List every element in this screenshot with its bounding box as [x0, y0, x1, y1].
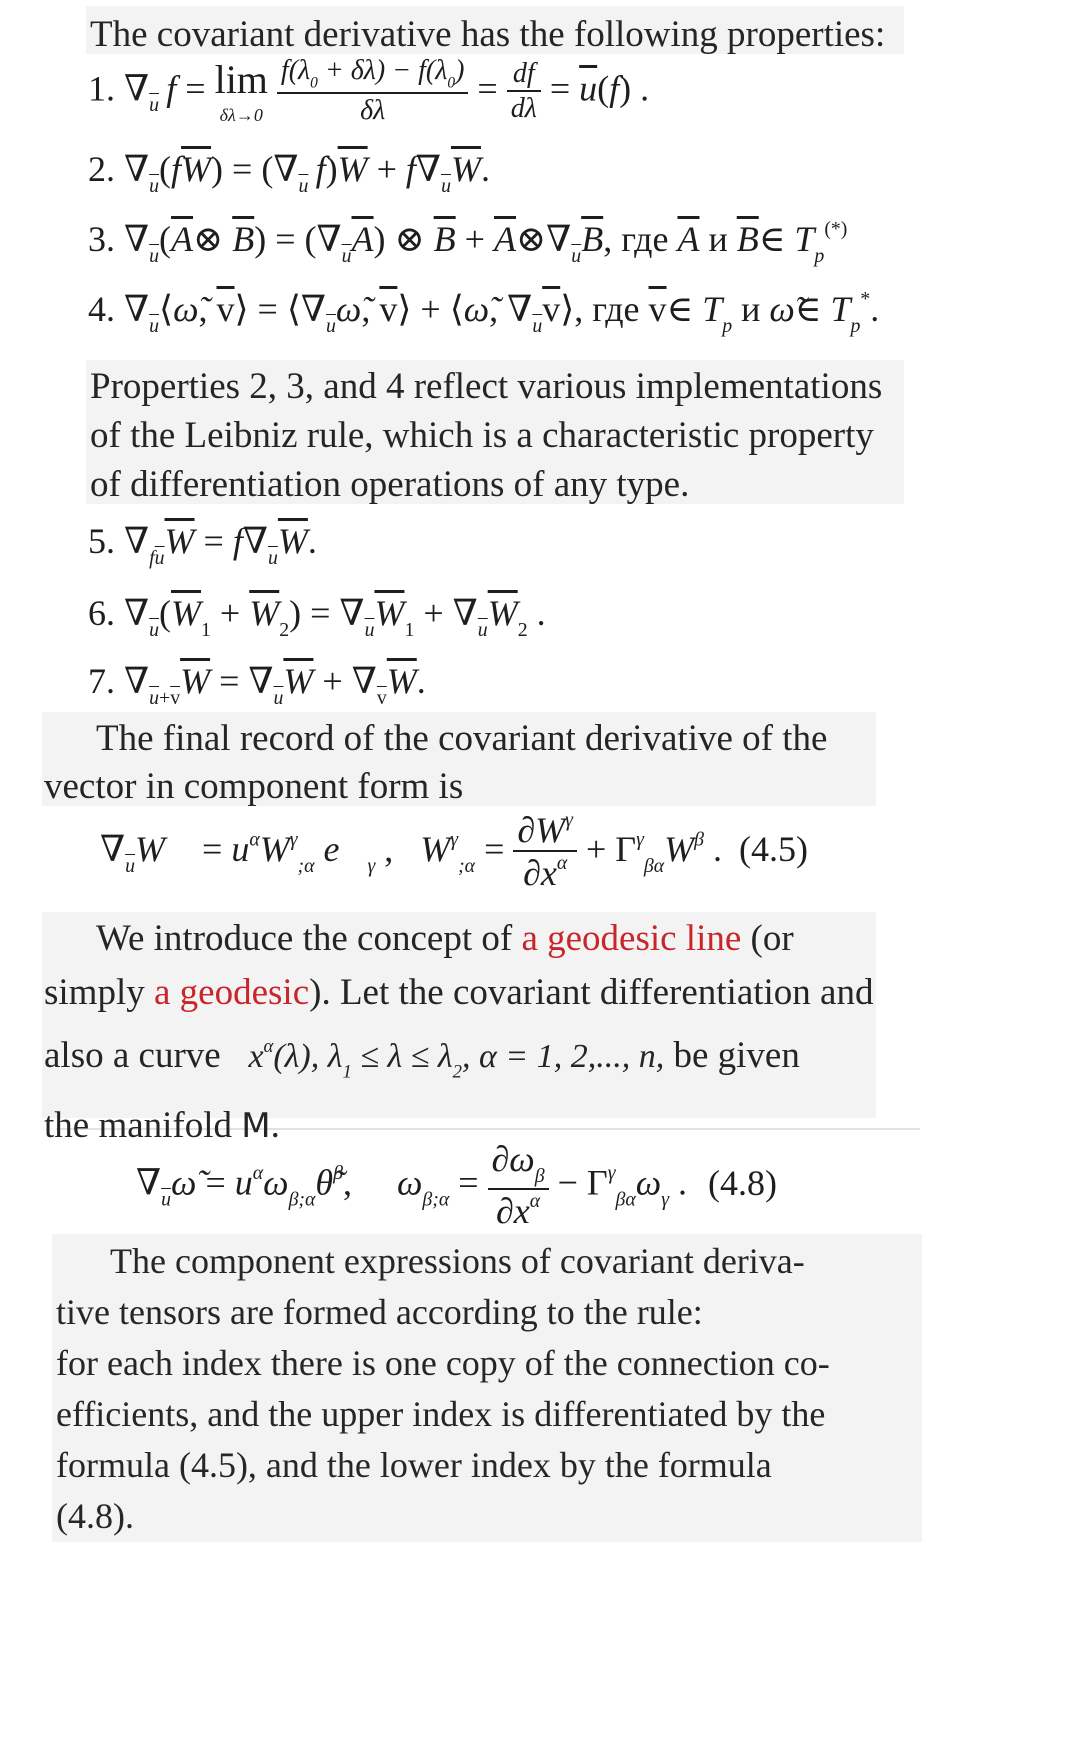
component-paragraph [56, 1236, 922, 1542]
geodesic-text-f: be given [673, 1034, 800, 1076]
final-record-line2: vector in component form is [44, 766, 464, 807]
geodesic-paragraph: We introduce the concept of a geodesic line (or simply a geodesic). Let the covariant differentiation and also a curve $x^\alpha(\lambda)$, $\lambda_1 \le \lambda \le \lambda_2$, α = 1, 2,..., n, be given the manifold M. [44, 918, 874, 1147]
equation-4-5-tag: (4.5) [739, 829, 808, 870]
component-line6: (4.8). [56, 1496, 134, 1536]
geodesic-term: a geodesic [154, 972, 310, 1013]
property-2: 2. $\nabla_{\overline{u}}(f\overline{W}) = (\nabla_{\overline{u}}$ $f)\overline{W} + f\nabla_{\overline{u}}\overline{W}$. [88, 149, 490, 197]
intro-text: The covariant derivative has the following properties: [90, 14, 886, 55]
geodesic-text-e: also a curve [44, 1034, 221, 1076]
property-7: 7. $\nabla_{\overline{u}+\overline{v}}\overline{W} = \nabla_{\overline{u}}\overline{W} + \nabla_{\overline{v}}\overline{W}$. [88, 661, 426, 709]
geodesic-text-b: (or [741, 918, 794, 959]
property-5: 5. $\nabla_{f\overline{u}}\overline{W} = f\nabla_{\overline{u}}\overline{W}$. [88, 521, 317, 569]
final-record-line1: The final record of the covariant derivative of the [96, 718, 828, 759]
limit-operator: lim δλ→0 [214, 57, 268, 125]
component-line4: efficients, and the upper index is differentiated by the [56, 1394, 826, 1434]
property-4: 4. $\nabla_{\overline{u}}⟨\omegã$, $\overline{v}⟩$ = $⟨\nabla_{\overline{u}}\omegã$, $\overline{v}⟩$ + ⟨ω̃, $\nabla_{\overline{u}}\overline{v}⟩$, где $\overline{v}\in$ $T_p$ и ω̃∈ $T_p^*$. [88, 288, 880, 337]
geodesic-text-c: simply [44, 972, 154, 1013]
component-line1: The component expressions of covariant deriva- [110, 1241, 805, 1281]
component-line5: formula (4.5), and the lower index by the formula [56, 1445, 772, 1485]
property-6: 6. $\nabla_{\overline{u}}(\overline{W}_1 + \overline{W}_2) = \nabla_{\overline{u}}\overline{W}_1 + \nabla_{\overline{u}}\overline{W}_2$ . [88, 593, 546, 641]
geodesic-text-g: the manifold [44, 1105, 242, 1147]
leibniz-paragraph: Properties 2, 3, and 4 reflect various implementations of the Leibniz rule, which is a characteristic property of differentiation operations of any type. [90, 366, 883, 505]
property-1: 1. $\nabla_{\overline{u}}$ f = lim δλ→0 $\frac{f(\lambda_0 + \delta\lambda) - f(\lambda_0)}{\delta\lambda}$ = $\frac{df}{d\lambda}$ = $\overline{u}(f)$ . [88, 55, 650, 127]
manifold-symbol: M [241, 1106, 271, 1147]
geodesic-line-term: a geodesic line [521, 918, 742, 959]
equation-4-8-tag: (4.8) [707, 1162, 777, 1203]
property-3: 3. $\nabla_{\overline{u}}(\overline{A}\otimes$ $\overline{B}) = (\nabla_{\overline{u}}\overline{A})$ ⊗ $\overline{B}$ + $\overline{A}\otimes\nabla_{\overline{u}}\overline{B}$, где $\overline{A}$ и $\overline{B}\in$ $T_p^{(*)}$ [88, 218, 848, 267]
component-line2: tive tensors are formed according to the rule: [56, 1292, 703, 1332]
curve-formula: $x^\alpha(\lambda)$, $\lambda_1 \le \lambda \le \lambda_2$, α = 1, 2,..., n, [248, 1036, 665, 1083]
geodesic-text-a: We introduce the concept of [96, 918, 522, 959]
equation-4-5: $\nabla_{\overline{u}}W⃗ = u^\alpha W^\gamma_{;\alpha}$ $e⃗_\gamma$ , $W^\gamma_{;\alpha}$ = $\frac{\partial W^\gamma}{\partial x^\alpha}$ + $\Gamma^\gamma_{\beta\alpha}W^\beta$ . (4.5) [100, 809, 808, 894]
geodesic-text-d: ). Let the covariant differentiation and [309, 972, 874, 1013]
equation-4-8: $\nabla_{\overline{u}}\omegã$ = $u^\alpha\omega_{\beta;\alpha}\thetã^\beta$, $\omega_{\beta;\alpha}$ = $\frac{\partial\omega_\beta}{\partial x^\alpha}$ − $\Gamma^\gamma_{\beta\alpha}\omega_\gamma$ . (4.8) [136, 1139, 777, 1231]
component-line3: for each index there is one copy of the connection co- [56, 1343, 830, 1383]
